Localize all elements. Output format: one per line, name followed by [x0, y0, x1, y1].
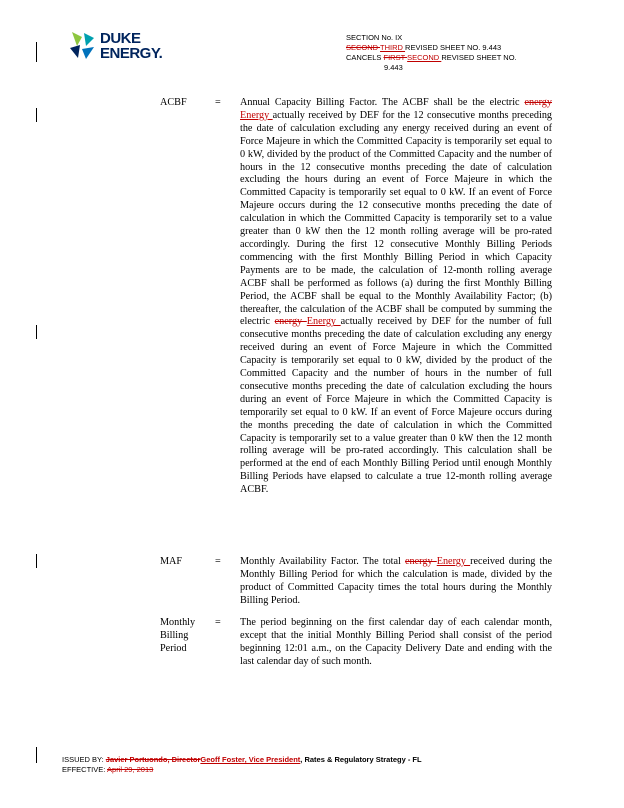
revision-bar: [36, 42, 37, 62]
revised-sheet-line: SECOND THIRD REVISED SHEET NO. 9.443: [346, 43, 502, 52]
issued-footer: [62, 755, 582, 775]
effective-line: EFFECTIVE: April 29, 2013: [62, 765, 154, 774]
cancels-sheet-number: 9.443: [384, 63, 403, 72]
cancels-sheet-line: CANCELS FIRST SECOND REVISED SHEET NO.: [346, 53, 517, 62]
definition-text: Monthly Availability Factor. The total energy Energy received during the Monthly Billing Period for which the calculation is made, divided by the product of Committed Capacity times the total hours during the Monthly Billing Period.: [240, 556, 553, 606]
issued-by-line: ISSUED BY: Javier Portuondo, DirectorGeoff Foster, Vice President, Rates & Regulatory Strategy - FL: [62, 755, 422, 764]
revision-bar: [36, 108, 37, 122]
sheet-header: [346, 33, 556, 73]
definition-text: Annual Capacity Billing Factor. The ACBF shall be the electric energy Energy actually received by DEF for the 12 consecutive months preceding the date of calculation excluding any energy received during an event of Force Majeure in which the Committed Capacity is temporarily set equal to 0 kW, divided by the product of the Committed Capacity and the number of hours in the 12 consecutive months preceding the date of calculation excluding the hours during an event of Force Majeure in which the Committed Capacity is temporarily set equal to 0 kW. If an event of Force Majeure occurs during the 12 consecutive months preceding the date of calculation in which the Committed Capacity is temporarily set to a value greater than 0 kW then the 12 month rolling average will be pro-rated accordingly. During the first 12 consecutive Monthly Billing Periods commencing with the first Monthly Billing Period in which Capacity Payments are to be made, the calculation of 12-month rolling average ACBF shall be performed as follows (a) during the first Monthly Billing Period, the ACBF shall be equal to the Monthly Availability Factor; (b) thereafter, the calculation of the ACBF shall be computed by summing the electric energy Energy actually received by DEF for the number of full consecutive months preceding the date of calculation excluding any energy received during an event of Force Majeure in which the Committed Capacity is temporarily set equal to 0 kW, divided by the product of the Committed Capacity and the number of hours in the number of full consecutive months preceding the date of calculation excluding the hours during an event of Force Majeure in which the Committed Capacity is temporarily set equal to 0 kW. If an event of Force Majeure occurs during the months preceding the date of calculation in which the Committed Capacity is temporarily set to a value greater than 0 kW then the 12 month rolling average will be pro-rated accordingly. This calculation shall be performed at the end of each Monthly Billing Period until enough Monthly Billing Periods have elapsed to calculate a true 12-month rolling average ACBF.: [240, 97, 553, 496]
section-number: SECTION No. IX: [346, 33, 403, 42]
definition-term: Monthly Billing Period: [160, 617, 196, 654]
definition-term: MAF: [160, 556, 183, 567]
duke-energy-logo: [66, 28, 186, 68]
definition-term: ACBF: [160, 97, 187, 108]
equals-sign: =: [215, 617, 221, 628]
equals-sign: =: [215, 97, 221, 108]
revision-bar: [36, 554, 37, 568]
definition-text: The period beginning on the first calendar day of each calendar month, except that the initial Monthly Billing Period shall consist of the period beginning 12:01 a.m., on the Capacity Delivery Date and ending with the last calendar day of such month.: [240, 617, 552, 667]
revision-bar: [36, 747, 37, 763]
revision-bar: [36, 325, 37, 339]
logo-wordmark: DUKE ENERGY.: [100, 30, 163, 62]
duke-energy-mark-icon: [66, 28, 100, 62]
equals-sign: =: [215, 556, 221, 567]
